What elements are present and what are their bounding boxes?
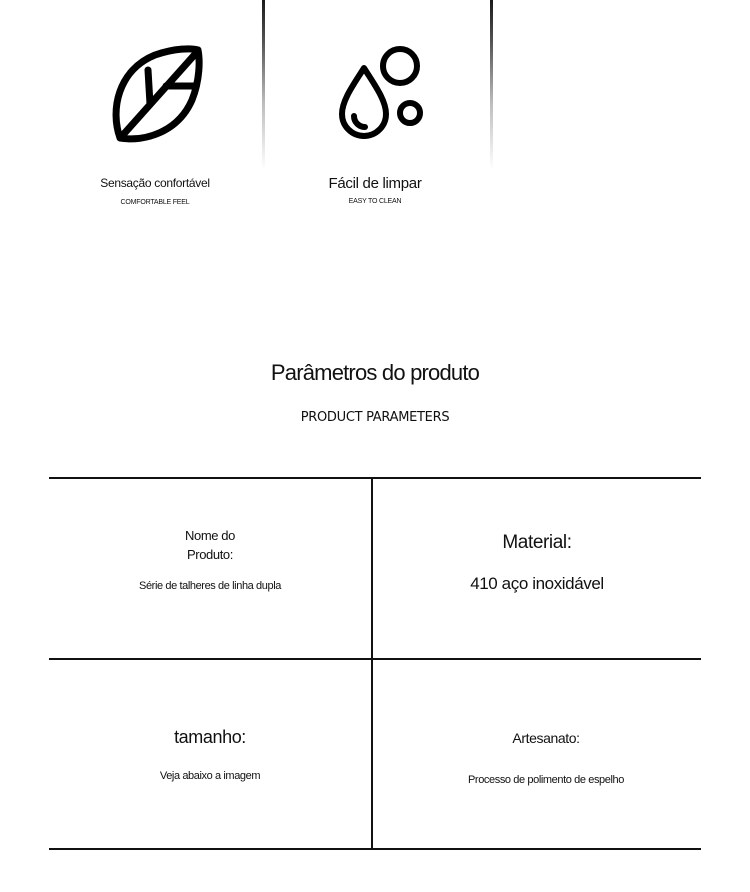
leaf-icon	[100, 40, 210, 150]
table-border-top	[49, 477, 701, 479]
param-size	[49, 727, 371, 782]
param-product-name	[49, 526, 371, 592]
param-value: 410 aço inoxidável	[470, 574, 604, 593]
param-value: Série de talheres de linha dupla	[139, 580, 281, 592]
separator-line	[490, 0, 493, 170]
param-craftsmanship	[373, 729, 719, 786]
feature-subtitle: EASY TO CLEAN	[348, 198, 402, 205]
feature-comfortable-feel	[80, 40, 230, 206]
param-value: Processo de polimento de espelho	[468, 774, 624, 786]
feature-subtitle: COMFORTABLE FEEL	[120, 199, 190, 206]
section-subtitle: PRODUCT PARAMETERS	[300, 410, 450, 425]
param-label: Nome do Produto:	[185, 528, 235, 562]
table-border-bottom	[49, 848, 701, 850]
param-value: Veja abaixo a imagem	[159, 770, 261, 782]
water-drops-icon	[320, 40, 430, 150]
feature-title: Sensação confortável	[100, 176, 210, 190]
param-label: Material:	[502, 532, 572, 553]
feature-easy-to-clean	[300, 40, 450, 205]
feature-title: Fácil de limpar	[328, 175, 422, 192]
param-material	[373, 532, 701, 594]
table-border-middle	[49, 658, 701, 660]
separator-line	[262, 0, 265, 170]
param-label: tamanho:	[174, 727, 246, 747]
param-label: Artesanato:	[512, 730, 580, 746]
section-title: Parâmetros do produto	[270, 360, 480, 385]
